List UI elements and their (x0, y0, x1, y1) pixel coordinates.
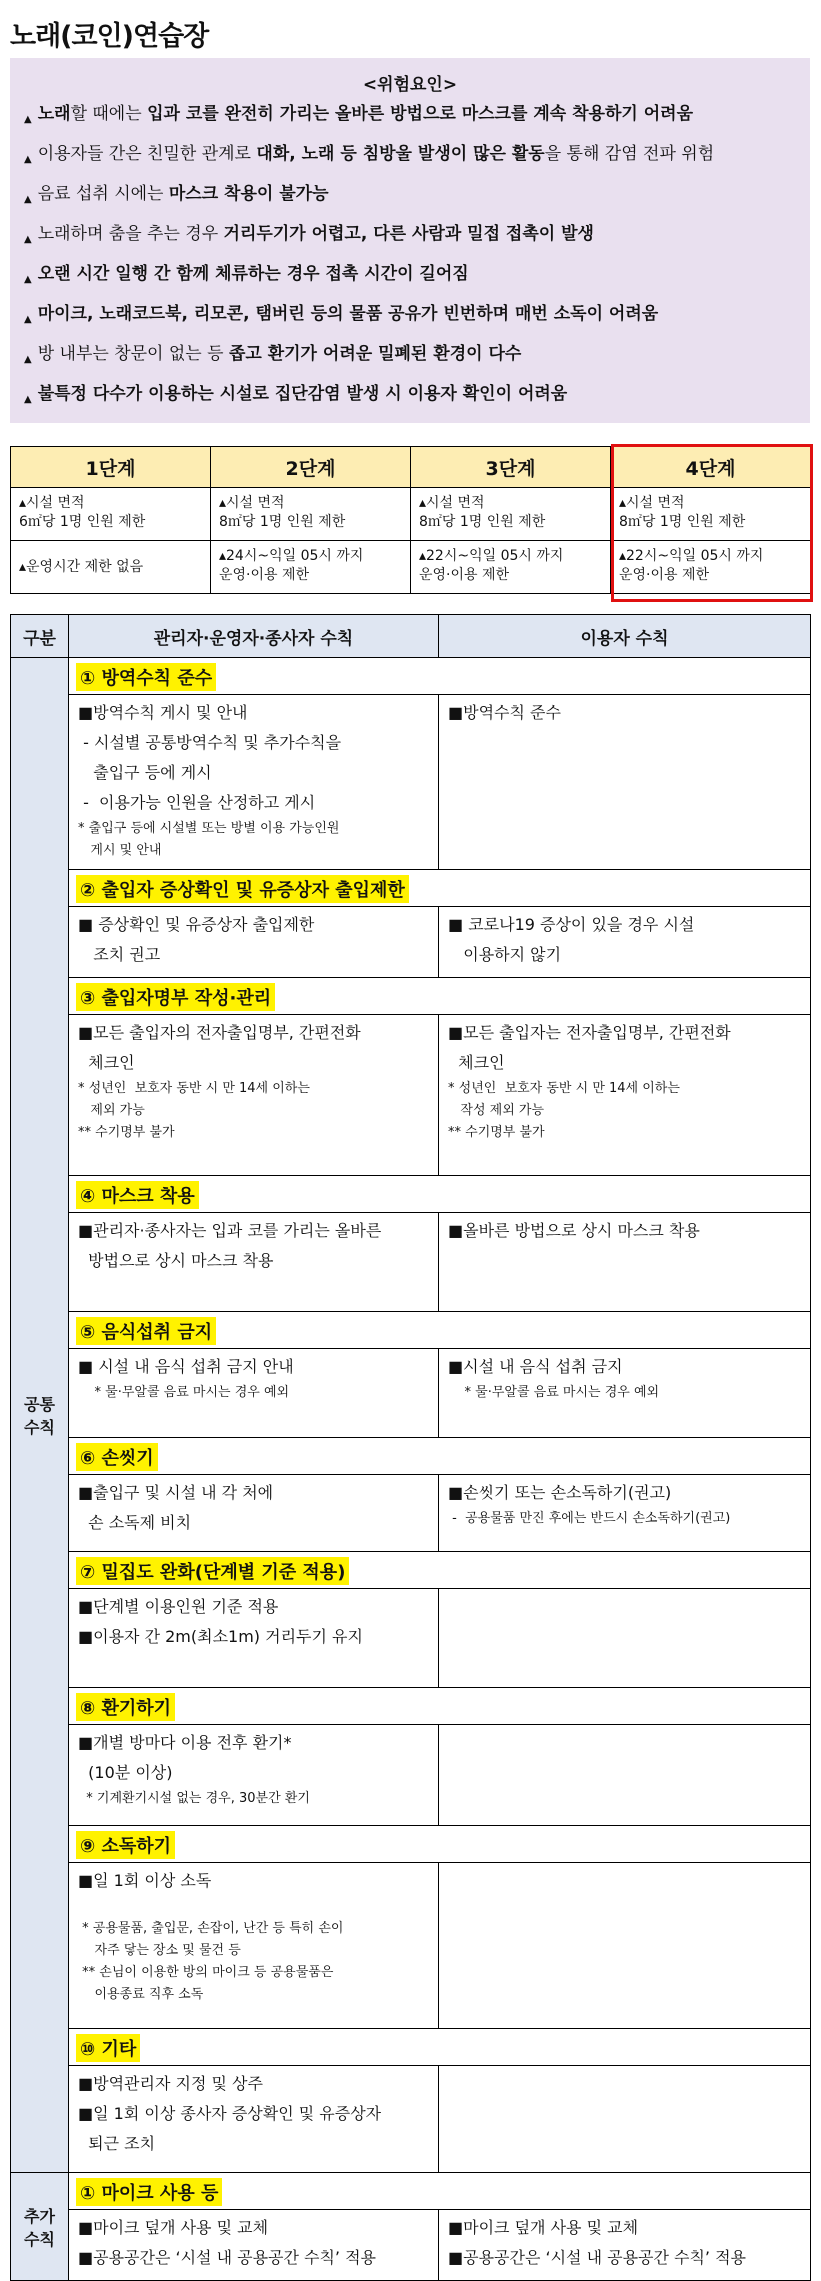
page-title: 노래(코인)연습장 (10, 21, 209, 52)
rule-line: ■방역수칙 게시 및 안내 (78, 703, 248, 722)
rule-line: - 이용가능 인원을 산정하고 게시 (78, 793, 316, 812)
rule-line: 퇴근 조치 (78, 2134, 156, 2153)
risk-item (24, 303, 796, 343)
rule-line: ■일 1회 이상 소독 (78, 1871, 212, 1890)
risk-item (24, 383, 796, 423)
rule-note: * 기계환기시설 없는 경우, 30분간 환기 (78, 1791, 310, 1806)
col-category: 구분 (11, 615, 69, 658)
rule-line: ■개별 방마다 이용 전후 환기* (78, 1733, 292, 1752)
stage-4-hours: ▴22시~익일 05시 까지 운영·이용 제한 (611, 541, 811, 594)
risk-list (24, 103, 796, 423)
rule-line: 조치 권고 (78, 945, 161, 964)
rule-note: * 성년인 보호자 동반 시 만 14세 이하는 (78, 1081, 310, 1096)
stage-2-header: 2단계 (211, 447, 411, 488)
stage-2-hours: ▴24시~익일 05시 까지 운영·이용 제한 (211, 541, 411, 594)
risk-item-text: 마이크, 노래코드북, 리모콘, 탬버린 등의 물품 공유가 빈번하며 매번 소독이 어려움 (37, 304, 659, 324)
rule-note: 게시 및 안내 (78, 843, 162, 858)
section-header-row (11, 1176, 811, 1213)
rule-line: ■모든 출입자의 전자출입명부, 간편전화 (78, 1023, 361, 1042)
risk-item-text: 이용자들 간은 친밀한 관계로 대화, 노래 등 침방울 발생이 많은 활동을 통해 감염 전파 위험 (37, 144, 715, 164)
rule-line: ■ 코로나19 증상이 있을 경우 시설 (448, 915, 695, 934)
section-title: ① 방역수칙 준수 (76, 663, 216, 691)
risk-heading: <위험요인> (362, 75, 458, 95)
rule-line: 출입구 등에 게시 (78, 763, 212, 782)
extra-header-row (11, 2173, 811, 2210)
rule-line: ■출입구 및 시설 내 각 처에 (78, 1483, 274, 1502)
risk-factors-box (10, 58, 810, 423)
rule-line: ■이용자 간 2m(최소1m) 거리두기 유지 (78, 1627, 363, 1646)
risk-item (24, 343, 796, 383)
risk-item (24, 143, 796, 183)
section-body-row (11, 907, 811, 978)
rule-line: 체크인 (78, 1053, 135, 1072)
section-title: ⑨ 소독하기 (76, 1831, 175, 1859)
section-title: ④ 마스크 착용 (76, 1181, 199, 1209)
stage-1-area: ▴시설 면적 6㎡당 1명 인원 제한 (11, 488, 211, 541)
section-header-row (11, 1438, 811, 1475)
rule-line: ■올바른 방법으로 상시 마스크 착용 (448, 1221, 700, 1240)
section-body-row (11, 1213, 811, 1312)
section-title: ② 출입자 증상확인 및 유증상자 출입제한 (76, 875, 409, 903)
rule-note: * 공용물품, 출입문, 손잡이, 난간 등 특히 손이 (78, 1921, 344, 1936)
rule-note (78, 1896, 429, 1918)
stage-3-area: ▴시설 면적 8㎡당 1명 인원 제한 (411, 488, 611, 541)
rule-line: ■마이크 덮개 사용 및 교체 (448, 2218, 639, 2237)
risk-item-text: 노래하며 춤을 추는 경우 거리두기가 어렵고, 다른 사람과 밀접 접촉이 발생 (37, 224, 594, 244)
rule-line: 이용하지 않기 (448, 945, 562, 964)
section-header-row (11, 978, 811, 1015)
stage-table (10, 446, 811, 594)
rule-note: 이용종료 직후 소독 (78, 1987, 204, 2002)
risk-item-text: 방 내부는 창문이 없는 등 좁고 환기가 어려운 밀폐된 환경이 다수 (37, 344, 522, 364)
section-body-row (11, 1589, 811, 1688)
risk-item-text: 노래할 때에는 입과 코를 완전히 가리는 올바른 방법으로 마스크를 계속 착용하기 어려움 (37, 104, 693, 124)
rule-note: ** 수기명부 불가 (78, 1125, 175, 1140)
category-extra: 추가 수칙 (11, 2173, 69, 2281)
rule-line: ■공용공간은 ‘시설 내 공용공간 수칙’ 적용 (78, 2248, 377, 2267)
triangle-bullet-icon: ▲ (24, 194, 32, 205)
triangle-bullet-icon: ▲ (24, 114, 32, 125)
rule-line: ■ 시설 내 음식 섭취 금지 안내 (78, 1357, 294, 1376)
stage-3-hours: ▴22시~익일 05시 까지 운영·이용 제한 (411, 541, 611, 594)
rule-line: - 시설별 공통방역수칙 및 추가수칙을 (78, 733, 342, 752)
section-body-row (11, 1015, 811, 1176)
rule-line: (10분 이상) (78, 1763, 173, 1782)
triangle-bullet-icon: ▲ (24, 394, 32, 405)
section-title: ⑤ 음식섭취 금지 (76, 1317, 216, 1345)
section-title: ⑥ 손씻기 (76, 1443, 158, 1471)
section-title: ① 마이크 사용 등 (76, 2178, 222, 2206)
rule-line: ■시설 내 음식 섭취 금지 (448, 1357, 623, 1376)
rule-line: ■ 증상확인 및 유증상자 출입제한 (78, 915, 315, 934)
category-common: 공통 수칙 (11, 658, 69, 2173)
section-header-row (11, 2029, 811, 2066)
rule-line: ■관리자·종사자는 입과 코를 가리는 올바른 (78, 1221, 382, 1240)
rule-line: 방법으로 상시 마스크 착용 (78, 1251, 274, 1270)
section-body-row (11, 1349, 811, 1438)
section-header-row (11, 1552, 811, 1589)
rule-line: ■방역관리자 지정 및 상주 (78, 2074, 263, 2093)
stage-2-area: ▴시설 면적 8㎡당 1명 인원 제한 (211, 488, 411, 541)
rule-note: 자주 닿는 장소 및 물건 등 (78, 1943, 241, 1958)
section-title: ⑧ 환기하기 (76, 1693, 175, 1721)
risk-item-text: 음료 섭취 시에는 마스크 착용이 불가능 (37, 184, 329, 204)
section-title: ⑩ 기타 (76, 2034, 140, 2062)
risk-item (24, 263, 796, 303)
rule-line: ■일 1회 이상 종사자 증상확인 및 유증상자 (78, 2104, 382, 2123)
rule-line: ■모든 출입자는 전자출입명부, 간편전화 (448, 1023, 731, 1042)
stage-1-header: 1단계 (11, 447, 211, 488)
triangle-bullet-icon: ▲ (24, 154, 32, 165)
section-title: ⑦ 밀집도 완화(단계별 기준 적용) (76, 1557, 349, 1585)
triangle-bullet-icon: ▲ (24, 354, 32, 365)
section-header-row (11, 1688, 811, 1725)
extra-body-row (11, 2210, 811, 2281)
rule-note: * 물·무알콜 음료 마시는 경우 예외 (448, 1385, 660, 1400)
section-body-row (11, 1863, 811, 2029)
rule-line: 체크인 (448, 1053, 505, 1072)
rule-note: 제외 가능 (78, 1103, 145, 1118)
risk-item (24, 183, 796, 223)
risk-item-text: 오랜 시간 일행 간 함께 체류하는 경우 접촉 시간이 길어짐 (37, 264, 469, 284)
triangle-bullet-icon: ▲ (24, 234, 32, 245)
rule-line: ■방역수칙 준수 (448, 703, 561, 722)
triangle-bullet-icon: ▲ (24, 274, 32, 285)
rule-note: - 공용물품 만진 후에는 반드시 손소독하기(권고) (448, 1511, 731, 1526)
rule-line: ■단계별 이용인원 기준 적용 (78, 1597, 279, 1616)
stage-1-hours: ▴운영시간 제한 없음 (11, 541, 211, 594)
section-body-row (11, 2066, 811, 2173)
section-title: ③ 출입자명부 작성·관리 (76, 983, 275, 1011)
section-header-row (11, 870, 811, 907)
rule-note: 작성 제외 가능 (448, 1103, 545, 1118)
col-manager-rules: 관리자·운영자·종사자 수칙 (69, 615, 439, 658)
triangle-bullet-icon: ▲ (24, 314, 32, 325)
rule-line: ■손씻기 또는 손소독하기(권고) (448, 1483, 672, 1502)
col-user-rules: 이용자 수칙 (439, 615, 811, 658)
section-header-row (11, 658, 811, 695)
stage-4-header: 4단계 (611, 447, 811, 488)
risk-item (24, 103, 796, 143)
section-body-row (11, 1725, 811, 1826)
section-body-row (11, 1475, 811, 1552)
stage-4-area: ▴시설 면적 8㎡당 1명 인원 제한 (611, 488, 811, 541)
rule-note: ** 수기명부 불가 (448, 1125, 545, 1140)
rule-note: * 물·무알콜 음료 마시는 경우 예외 (78, 1385, 290, 1400)
rules-table (10, 614, 811, 2281)
rule-note: * 출입구 등에 시설별 또는 방별 이용 가능인원 (78, 821, 340, 836)
section-header-row (11, 1312, 811, 1349)
section-body-row (11, 695, 811, 870)
risk-item-text: 불특정 다수가 이용하는 시설로 집단감염 발생 시 이용자 확인이 어려움 (37, 384, 568, 404)
rule-line: 손 소독제 비치 (78, 1513, 192, 1532)
rule-note: ** 손님이 이용한 방의 마이크 등 공용물품은 (78, 1965, 334, 1980)
rule-line: ■공용공간은 ‘시설 내 공용공간 수칙’ 적용 (448, 2248, 747, 2267)
stage-3-header: 3단계 (411, 447, 611, 488)
risk-item (24, 223, 796, 263)
rule-note: * 성년인 보호자 동반 시 만 14세 이하는 (448, 1081, 680, 1096)
section-header-row (11, 1826, 811, 1863)
rule-line: ■마이크 덮개 사용 및 교체 (78, 2218, 269, 2237)
